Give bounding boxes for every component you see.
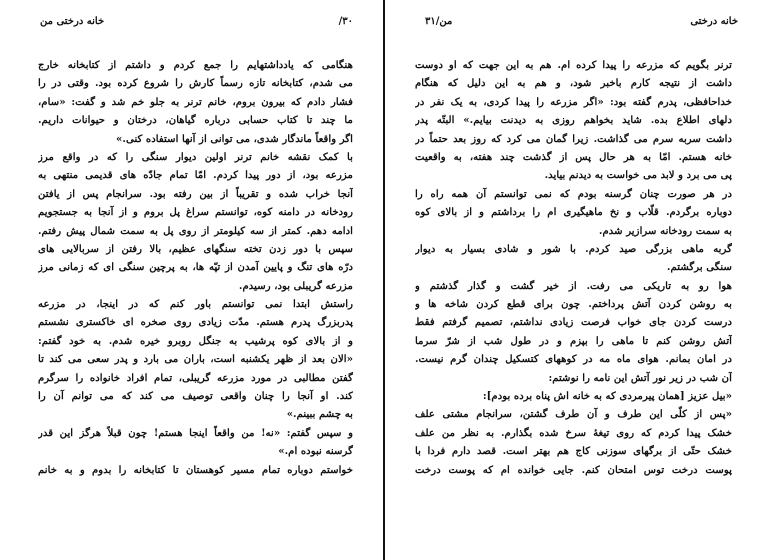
text-line: هنگامی که یادداشتهایم را جمع کردم و داشتم از کتابخانه خارج (38, 59, 353, 71)
text-line: پدربزرگ پدرم هستم. مدّت زیادی روی صخره ای خاکستری نشستم (38, 316, 353, 329)
text-line: خانه هستم. امّا به هر حال پس از گذشت چند هفته، به واقعیت (415, 150, 732, 163)
text-line: پی می برد و لابد می خواست به دیدنم بیاید. (544, 169, 732, 182)
text-line: راستش ابتدا نمی توانستم باور کنم که در اینجا، در مزرعه (38, 298, 353, 311)
text-line: در امان بمانم. هوای ماه مه در کوههای کتسکیل چندان گرم نیست. (415, 353, 732, 366)
right-running-title: خانه درختی (690, 16, 738, 27)
text-line: در هر صورت چنان گرسنه بودم که نمی توانستم آن همه راه را (415, 187, 732, 200)
text-line: درّه های تنگ و پایین آمدن از تپّه ها، به پرچین سنگی ای که زمانی مرز (38, 261, 353, 274)
text-line: ما چند تا کتاب حسابی درباره گیاهان، درختان و حیوانات داریم. (38, 114, 353, 127)
text-line: پوست درخت توس امتحان کنم. جایی خوانده ام که پوست درخت (415, 463, 732, 476)
text-line: گربه ماهی بزرگی صید کردم. با شور و شادی بسیار به دیوار (415, 242, 732, 255)
text-line: رودخانه در دامنه کوه، توانستم سراغ پل بروم و از آنجا به جستجویم (38, 206, 353, 219)
text-line: «بیل عزیز [همان پیرمردی که به خانه اش پناه برده بودم]: (482, 390, 732, 403)
left-page-number: ۳۰/ (338, 16, 353, 27)
text-line: «الان بعد از ظهر یکشنبه است، باران می بارد و پدر سعی می کند تا (38, 353, 353, 366)
text-line: به سمت رودخانه سرازیر شدم. (598, 224, 732, 237)
text-line: مزرعه گریبلی بود، رسیدم. (238, 279, 353, 292)
text-line: دلهای اطلاع بده. شاید بخواهم روزی به دیدنت بیایم.» البتّه پدر (415, 114, 732, 127)
left-body-text (38, 56, 353, 479)
text-line: خداحافظی، پدرم گفته بود: «اگر مزرعه را پیدا کردی، به یک نفر در (415, 95, 732, 108)
text-line: خشک پیدا کردم که روی تیغهٔ سرخ شده بگذارم. به نظر من علف (415, 426, 732, 439)
text-line: اگر واقعاً ماندگار شدی، می توانی از آنها استفاده کنی.» (116, 132, 353, 145)
text-line: سنگی برگشتم. (666, 261, 732, 274)
text-line: داشت سربه سرم می گذاشت. زیرا گمان می کرد که روز بعد حتماً در (415, 132, 732, 145)
text-line: درست کردن جای خواب فرصت زیادی نداشتم، تصمیم گرفتم فقط (415, 316, 732, 329)
right-body-text (415, 56, 732, 479)
text-line: خواستم دوباره تمام مسیر کوهستان تا کتابخانه را بدوم و به خانم (38, 463, 353, 476)
right-running-head (425, 16, 738, 32)
text-line: گفتن مطالبی در مورد مزرعه گریبلی، تمام افراد خانواده را سرگرم (38, 371, 353, 384)
text-line: کند. او آنجا را چنان واقعی توصیف می کند که می توانم آن را (38, 390, 353, 403)
text-line: داشت از نتیجه کارم باخبر شود، و هم به این دلیل که هنگام (415, 77, 732, 90)
text-line: آتش روشن کنم تا ماهی را بپزم و در طول شب از شرّ سرما (415, 334, 732, 347)
left-running-title: خانه درختی من (40, 16, 105, 27)
text-line: فشار دادم که بیرون بروم، خانم ترنر به جلو خم شد و گفت: «سام، (38, 95, 353, 108)
text-line: با کمک نقشه خانم ترنر اولین دیوار سنگی را که در واقع مرز (38, 150, 353, 163)
text-line: ادامه دهم. کمتر از سه کیلومتر از روی پل به سمت شمال پیش رفتم. (38, 224, 353, 237)
right-page (385, 0, 768, 560)
text-line: مزرعه بود، از دور پیدا کردم. امّا تمام جادّه های قدیمی منتهی به (38, 169, 353, 182)
text-line: به روشن کردن آتش پرداختم. چون برای قطع کردن شاخه ها و (415, 298, 732, 311)
text-line: به چشم ببینم.» (286, 408, 353, 421)
left-running-head (40, 16, 353, 32)
left-page (0, 0, 383, 560)
text-line: دوباره برگردم. قلّاب و نخ ماهیگیری ام را برداشتم و از بالای کوه (415, 206, 732, 219)
text-line: ترنر بگویم که مزرعه را پیدا کرده ام. هم به این جهت که او دوست (415, 59, 732, 71)
text-line: می شدم، کتابخانه تازه رسماً کارش را شروع کرده بود. وقتی در را (38, 77, 353, 90)
text-line: خشک حتّی از برگهای سوزنی کاج هم بهتر است. قصد دارم فردا با (415, 445, 732, 458)
text-line: و از بالای کوه پرشیب به جنگل روبرو خیره شدم. به خود گفتم: (38, 334, 353, 347)
text-line: و سپس گفتم: «نه! من واقعاً اینجا هستم! چون قبلاً هرگز این قدر (38, 426, 353, 439)
text-line: هوا رو به تاریکی می رفت. از خیر گشت و گذار گذشتم و (415, 279, 732, 292)
text-line: «پس از کلّی این طرف و آن طرف گشتن، سرانجام مشتی علف (415, 408, 732, 421)
text-line: آن شب در زیر نور آتش این نامه را نوشتم: (548, 371, 732, 384)
text-line: آنجا خراب شده و تقریباً از بین رفته بود. سرانجام پس از یافتن (38, 187, 353, 200)
right-page-number: من/۳۱ (425, 16, 453, 27)
text-line: گرسنه نبوده ام.» (278, 445, 353, 458)
text-line: سپس با دور زدن تخته سنگهای عظیم، بالا رفتن از سربالایی های (38, 242, 353, 255)
